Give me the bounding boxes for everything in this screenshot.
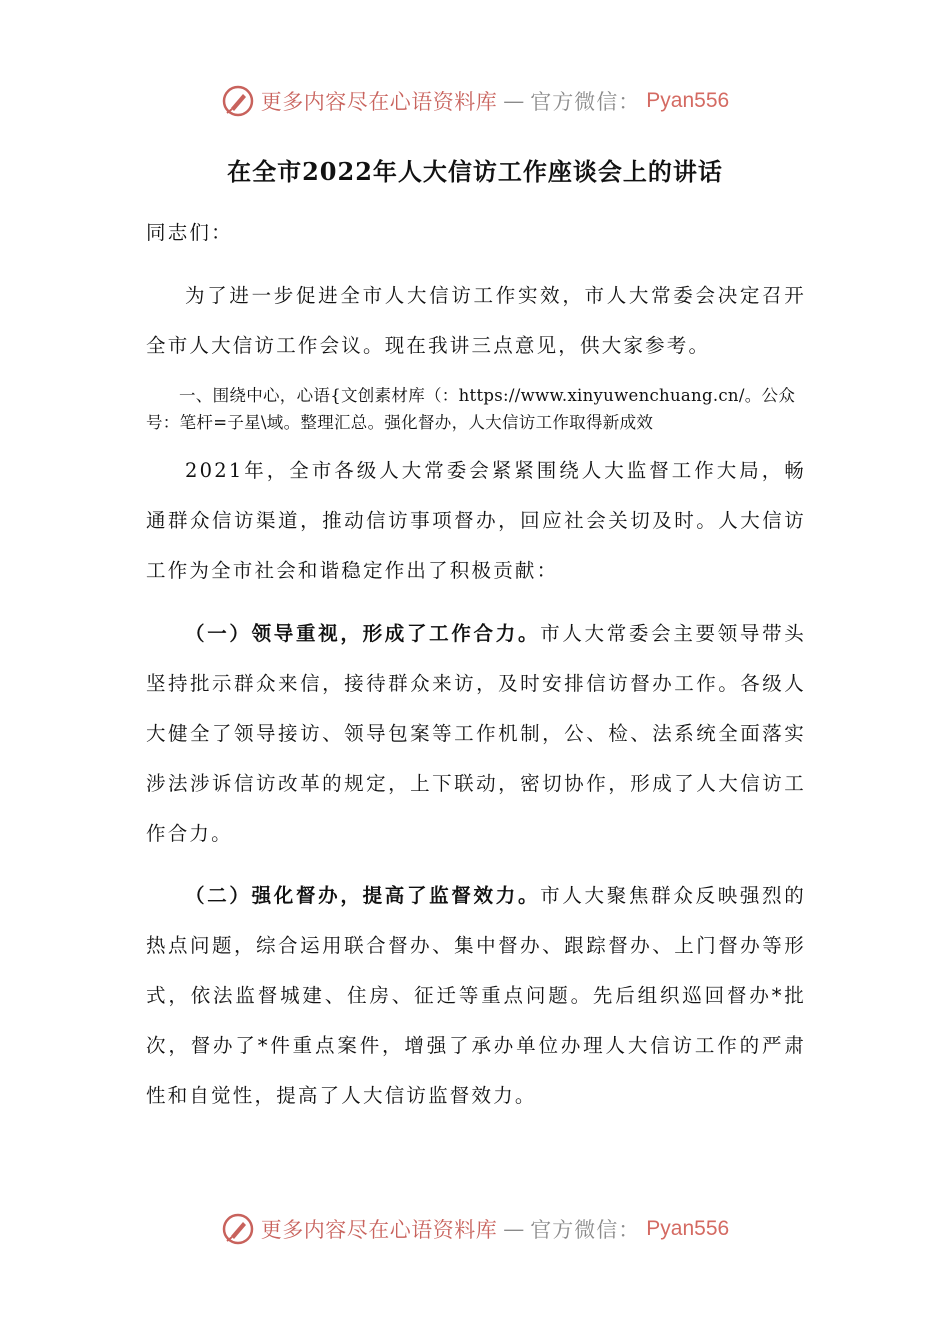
item-2-lead: （二）强化督办，提高了监督效力。 (185, 884, 541, 907)
item-1-body: 市人大常委会主要领导带头坚持批示群众来信，接待群众来访，及时安排信访督办工作。各级人大健全了领导接访、领导包案等工作机制，公、检、法系统全面落实涉法涉诉信访改革的规定，上下联动，密切协作，形成了人大信访工作合力。 (146, 622, 806, 845)
paragraph-2021: 2021年，全市各级人大常委会紧紧围绕人大监督工作大局，畅通群众信访渠道，推动信访事项督办，回应社会关切及时。人大信访工作为全市社会和谐稳定作出了积极贡献： (146, 459, 806, 582)
salutation: 同志们： (146, 221, 233, 244)
item-2-body: 市人大聚焦群众反映强烈的热点问题，综合运用联合督办、集中督办、跟踪督办、上门督办等形式，依法监督城建、住房、征迁等重点问题。先后组织巡回督办*批次，督办了*件重点案件，增强了承办单位办理人大信访工作的严肃性和自觉性，提高了人大信访监督效力。 (146, 884, 806, 1107)
watermark-dash: — (503, 89, 525, 113)
pen-logo-icon (221, 1212, 255, 1246)
watermark-header (0, 84, 950, 118)
watermark-dash: — (503, 1217, 525, 1241)
document-title: 在全市2022年人大信访工作座谈会上的讲话 (227, 157, 723, 186)
watermark-text-mid: 官方微信： (530, 90, 641, 114)
item-1-paragraph (146, 609, 806, 859)
item-1-lead: （一）领导重视，形成了工作合力。 (185, 622, 541, 645)
watermark-text-left: 更多内容尽在心语资料库 (260, 90, 498, 114)
watermark-text-mid: 官方微信： (530, 1218, 641, 1242)
watermark-wechat-id: Pyan556 (646, 1217, 730, 1240)
watermark-footer (0, 1212, 950, 1246)
intro-paragraph: 为了进一步促进全市人大信访工作实效，市人大常委会决定召开全市人大信访工作会议。现在我讲三点意见，供大家参考。 (146, 284, 806, 357)
item-2-paragraph (146, 871, 806, 1121)
watermark-text-left: 更多内容尽在心语资料库 (260, 1218, 498, 1242)
watermark-wechat-id: Pyan556 (646, 89, 730, 112)
section-1-heading: 一、围绕中心，心语{文创素材库（：https://www.xinyuwenchuang.cn/。公众号：笔杆=子星\域。整理汇总。强化督办，人大信访工作取得新成效 (146, 386, 796, 432)
pen-logo-icon (221, 84, 255, 118)
